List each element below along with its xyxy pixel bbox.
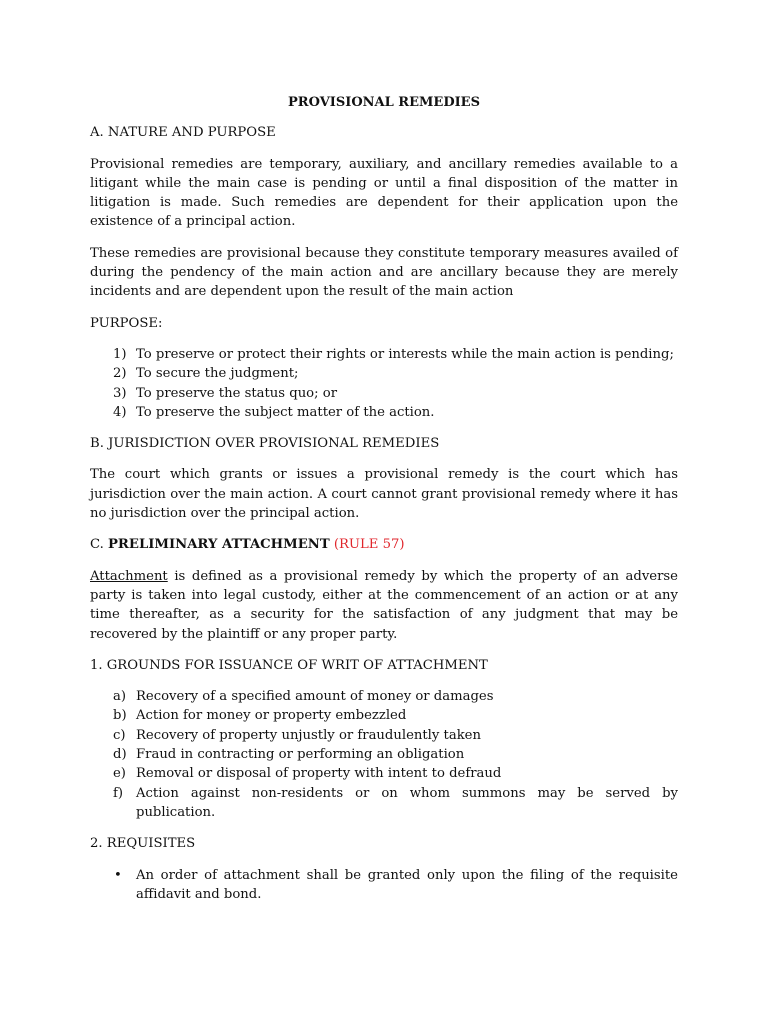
section-c-title: PRELIMINARY ATTACHMENT [108, 537, 330, 553]
list-item [90, 364, 678, 383]
section-a-paragraph-1: Provisional remedies are temporary, auxiliary, and ancillary remedies available to a litigant while the main case is pending or until a final disposition of the matter in litigation is made. Such remedies are dependent for their application upon the existence of a principal action. [90, 156, 678, 230]
section-b-heading: B. JURISDICTION OVER PROVISIONAL REMEDIES [90, 436, 440, 452]
rule-reference: (RULE 57) [333, 537, 405, 553]
list-item [90, 687, 678, 706]
list-item-text: An order of attachment shall be granted only upon the filing of the requisite affidavit and bond. [136, 867, 678, 902]
document-body [90, 93, 678, 916]
purpose-list [90, 345, 678, 422]
list-item-text: Recovery of property unjustly or fraudulently taken [136, 727, 481, 743]
attachment-definition [90, 567, 678, 644]
list-item [90, 345, 678, 364]
list-marker: d) [113, 747, 127, 763]
list-marker: b) [113, 708, 127, 724]
list-marker: f) [113, 785, 124, 801]
list-marker: 4) [113, 404, 127, 420]
list-marker: e) [113, 766, 126, 782]
grounds-list [90, 687, 678, 822]
section-c-prefix: C. [90, 537, 109, 553]
list-item [90, 706, 678, 725]
document-title: PROVISIONAL REMEDIES [288, 95, 480, 110]
definition-text: is defined as a provisional remedy by which the property of an adverse party is taken into legal custody, either at the commencement of an action or at any time thereafter, as a security for the satisfaction of any judgment that may be recovered by the plaintiff or any proper party. [90, 568, 678, 642]
list-item-text: Removal or disposal of property with intent to defraud [136, 766, 502, 782]
list-item-text: Fraud in contracting or performing an obligation [136, 747, 465, 763]
section-c-heading [90, 535, 678, 554]
list-item-text: Action for money or property embezzled [136, 708, 407, 724]
list-item-text: To secure the judgment; [136, 366, 299, 382]
list-item-text: To preserve the status quo; or [136, 385, 337, 401]
list-item-text: Action against non-residents or on whom summons may be served by publication. [136, 785, 678, 820]
list-item [90, 726, 678, 745]
defined-term: Attachment [90, 568, 168, 584]
requisites-list [90, 866, 678, 905]
list-item [90, 384, 678, 403]
grounds-heading: 1. GROUNDS FOR ISSUANCE OF WRIT OF ATTACHMENT [90, 657, 488, 673]
list-item-text: To preserve the subject matter of the action. [136, 404, 435, 420]
list-marker: 2) [113, 366, 127, 382]
list-marker: 1) [113, 346, 127, 362]
bullet-icon: • [114, 867, 122, 883]
list-marker: 3) [113, 385, 127, 401]
list-item [90, 784, 678, 823]
list-item [90, 764, 678, 783]
list-item [90, 866, 678, 905]
requisites-heading: 2. REQUISITES [90, 836, 196, 852]
section-a-heading: A. NATURE AND PURPOSE [90, 125, 276, 141]
list-item-text: To preserve or protect their rights or interests while the main action is pending; [136, 346, 674, 362]
list-item [90, 403, 678, 422]
list-item-text: Recovery of a specified amount of money or damages [136, 689, 494, 705]
section-a-paragraph-2: These remedies are provisional because they constitute temporary measures availed of during the pendency of the main action and are ancillary because they are merely incidents and are dependent upon the result of the main action [90, 245, 678, 300]
section-b-paragraph: The court which grants or issues a provisional remedy is the court which has jurisdiction over the main action. A court cannot grant provisional remedy where it has no jurisdiction over the principal action. [90, 467, 678, 522]
list-item [90, 745, 678, 764]
list-marker: a) [113, 689, 127, 705]
purpose-label: PURPOSE: [90, 315, 163, 331]
list-marker: c) [113, 727, 126, 743]
